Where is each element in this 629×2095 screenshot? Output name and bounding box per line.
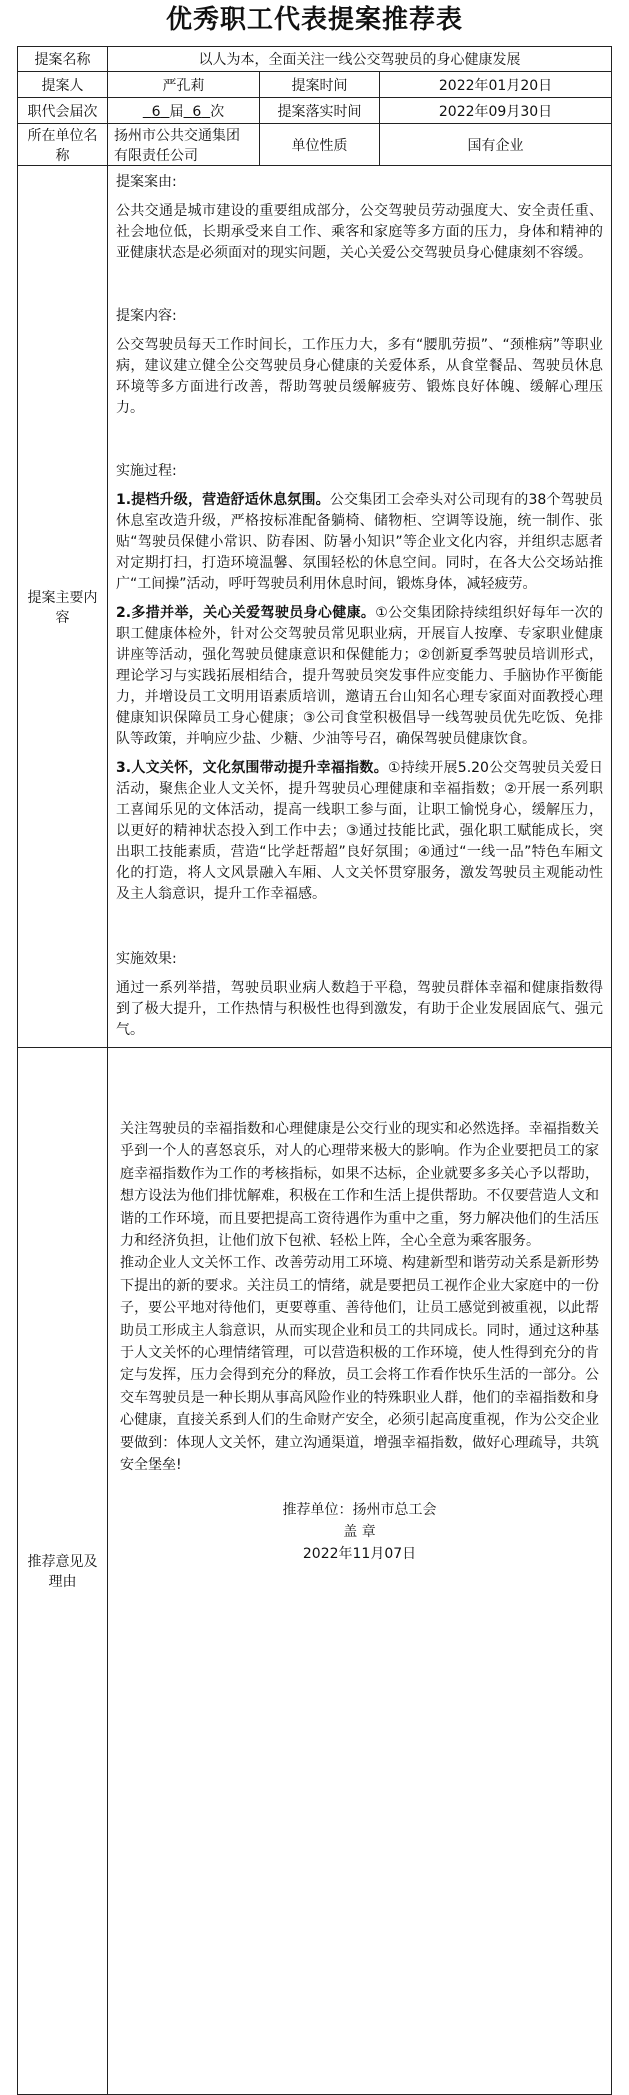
- proposer-label: 提案人: [18, 72, 108, 98]
- recommendation-paragraph-1: 关注驾驶员的幸福指数和心理健康是公交行业的现实和必然选择。幸福指数关乎到一个人的喜怒哀乐，对人的心理带来极大的影响。作为企业要把员工的家庭幸福指数作为工作的考核指标，如果不达标，企业就要多多关心予以帮助，想方设法为他们排忧解难，积极在工作和生活上提供帮助。不仅要营造人文和谐的工作环境，而且要把提高工资待遇作为重中之重，努力解决他们的生活压力和经济负担，让他们放下包袱、轻松上阵，全心全意为乘客服务。: [120, 1121, 600, 1250]
- process-item-3: 3.人文关怀，文化氛围带动提升幸福指数。①持续开展5.20公交驾驶员关爱日活动，聚焦企业人文关怀，提升驾驶员心理健康和幸福指数；②开展一系列职工喜闻乐见的文体活动，提高一线职工参与面，让职工愉悦身心，缓解压力，以更好的精神状态投入到工作中去；③通过技能比武，强化职工赋能成长，突出职工技能素质，营造“比学赶帮超”良好氛围；④通过“一线一品”特色车厢文化的打造，将人文风景融入车厢、人文关怀贯穿服务，激发驾驶员主观能动性及主人翁意识，提升工作幸福感。: [116, 760, 604, 902]
- proposal-name-value: 以人为本，全面关注一线公交驾驶员的身心健康发展: [108, 47, 612, 72]
- session-sequence: 6: [192, 103, 202, 120]
- proposal-name-label: 提案名称: [18, 47, 108, 72]
- row-unit: [18, 124, 612, 166]
- content-text: 公交驾驶员每天工作时间长，工作压力大，多有“腰肌劳损”、“颈椎病”等职业病，建议建立健全公交驾驶员身心健康的关爱体系，从食堂餐品、驾驶员休息环境等多方面进行改善，帮助驾驶员缓解疲劳、锻炼良好体魄、缓解心理压力。: [116, 337, 604, 416]
- proposal-time-value: 2022年01月20日: [380, 72, 612, 98]
- implement-time-value: 2022年09月30日: [380, 98, 612, 124]
- main-content-body: [108, 166, 612, 1048]
- recommendation-date: 2022年11月07日: [302, 1546, 417, 1563]
- effect-heading: 实施效果:: [116, 951, 177, 967]
- row-proposal-name: [18, 47, 612, 72]
- row-session: [18, 98, 612, 124]
- recommendation-paragraph-2: 推动企业人文关怀工作、改善劳动用工环境、构建新型和谐劳动关系是新形势下提出的新的要求。关注员工的情绪，就是要把员工视作企业大家庭中的一份子，要公平地对待他们，更要尊重、善待他们，让员工感觉到被重视，以此帮助员工形成主人翁意识，从而实现企业和员工的共同成长。同时，通过这种基于人文关怀的心理情绪管理，可以营造积极的工作环境，使人性得到充分的肯定与发挥，压力会得到充分的释放，员工会将工作看作快乐生活的一部分。公交车驾驶员是一种长期从事高风险作业的特殊职业人群，他们的幸福指数和身心健康，直接关系到人们的生命财产安全，必须引起高度重视，作为公交企业要做到：体现人文关怀，建立沟通渠道，增强幸福指数，做好心理疏导，共筑安全堡垒!: [120, 1255, 600, 1474]
- main-content-label: 提案主要内容: [18, 166, 108, 1048]
- row-main-content: [18, 166, 612, 1048]
- session-unit: 届: [169, 103, 184, 120]
- proposal-time-label: 提案时间: [260, 72, 380, 98]
- page-title: 优秀职工代表提案推荐表: [165, 5, 463, 35]
- unit-label: 所在单位名称: [18, 124, 108, 166]
- row-proposer: [18, 72, 612, 98]
- unit-nature-value: 国有企业: [380, 124, 612, 166]
- recommendation-body: [108, 1048, 612, 2095]
- reason-text: 公共交通是城市建设的重要组成部分，公交驾驶员劳动强度大、安全责任重、社会地位低，长期承受来自工作、乘客和家庭等多方面的压力，身体和精神的亚健康状态是必须面对的现实问题，关心关爱公交驾驶员身心健康刻不容缓。: [116, 203, 604, 261]
- process-heading: 实施过程:: [116, 463, 177, 479]
- effect-text: 通过一系列举措，驾驶员职业病人数趋于平稳，驾驶员群体幸福和健康指数得到了极大提升，工作热情与积极性也得到激发，有助于企业发展固底气、强元气。: [116, 980, 604, 1038]
- recommending-unit: 推荐单位：扬州市总工会: [282, 1501, 437, 1518]
- session-number: 6: [151, 103, 161, 120]
- proposer-value: 严孔莉: [108, 72, 260, 98]
- row-recommendation: [18, 1048, 612, 2095]
- unit-nature-label: 单位性质: [260, 124, 380, 166]
- process-item-1: 1.提档升级，营造舒适休息氛围。公交集团工会牵头对公司现有的38个驾驶员休息室改造升级，严格按标准配备躺椅、储物柜、空调等设施，统一制作、张贴“驾驶员保健小常识、防春困、防暑小知识”等企业文化内容，并组织志愿者对定期打扫，打造环境温馨、氛围轻松的休息空间。同时，在各大公交场站推广“工间操”活动，呼吁驾驶员利用休息时间，锻炼身体，减轻疲劳。: [116, 492, 604, 592]
- content-heading: 提案内容:: [116, 308, 177, 324]
- session-suffix: 次: [210, 103, 225, 120]
- seal-text: 盖 章: [343, 1523, 376, 1540]
- session-value: [108, 98, 260, 124]
- session-label: 职代会届次: [18, 98, 108, 124]
- reason-heading: 提案案由:: [116, 174, 177, 190]
- proposal-form-table: [17, 46, 612, 2095]
- unit-value: 扬州市公共交通集团有限责任公司: [108, 124, 260, 166]
- recommendation-label: 推荐意见及理由: [18, 1048, 108, 2095]
- implement-time-label: 提案落实时间: [260, 98, 380, 124]
- process-item-2: 2.多措并举，关心关爱驾驶员身心健康。①公交集团除持续组织好每年一次的职工健康体检外，针对公交驾驶员常见职业病，开展盲人按摩、专家职业健康讲座等活动，强化驾驶员健康意识和保健能力；②创新夏季驾驶员培训形式，理论学习与实践拓展相结合，提升驾驶员突发事件应变能力、手脑协作平衡能力，并增设员工文明用语素质培训，邀请五台山知名心理专家面对面教授心理健康知识保障员工身心健康；③公司食堂积极倡导一线驾驶员优先吃饭、免排队等政策，并响应少盐、少糖、少油等号召，确保驾驶员健康饮食。: [116, 605, 604, 747]
